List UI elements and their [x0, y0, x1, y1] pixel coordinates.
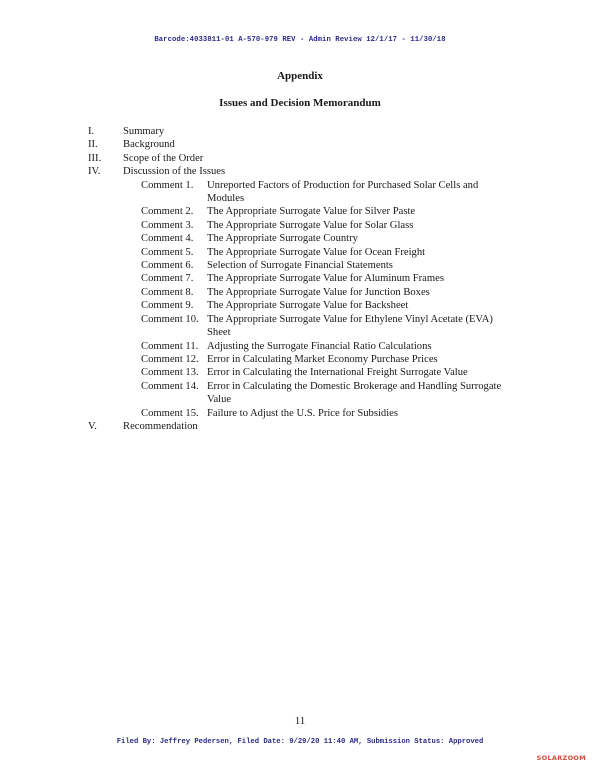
toc-section-number: IV. [88, 166, 101, 178]
toc-section [88, 138, 528, 151]
toc-section-number: II. [88, 139, 98, 151]
toc-section [88, 125, 528, 138]
page-number: 11 [294, 715, 306, 727]
comment-label: Comment 10. [141, 313, 199, 325]
comment-label: Comment 13. [141, 367, 199, 379]
comment-item [141, 219, 528, 232]
page-title: Appendix [277, 70, 323, 82]
page-subtitle: Issues and Decision Memorandum [219, 97, 381, 109]
barcode-header: Barcode:4033811-01 A-570-979 REV - Admin Review 12/1/17 - 11/30/18 [154, 36, 446, 44]
comment-label: Comment 7. [141, 273, 194, 285]
comment-label: Comment 5. [141, 246, 194, 258]
comment-item [141, 340, 528, 353]
comment-item [141, 205, 528, 218]
comment-label: Comment 11. [141, 340, 199, 352]
comment-item [141, 380, 528, 407]
comment-text: The Appropriate Surrogate Value for Ethylene Vinyl Acetate (EVA) Sheet [207, 313, 493, 339]
comment-list [141, 179, 528, 420]
comment-item [141, 272, 528, 285]
comment-label: Comment 14. [141, 380, 199, 392]
toc-section-label: Summary [123, 126, 165, 137]
comment-text: Error in Calculating Market Economy Purchase Prices [207, 353, 438, 365]
toc-section [88, 420, 528, 433]
comment-text: Adjusting the Surrogate Financial Ratio Calculations [207, 340, 432, 352]
comment-text: Error in Calculating the International Freight Surrogate Value [207, 367, 468, 379]
comment-item [141, 353, 528, 366]
comment-label: Comment 15. [141, 407, 199, 419]
toc-section-label: Recommendation [123, 420, 198, 432]
comment-item [141, 313, 528, 340]
toc-section-number: III. [88, 152, 102, 164]
comment-text: The Appropriate Surrogate Value for Ocean Freight [207, 246, 426, 258]
toc-section-label: Background [123, 139, 175, 151]
toc-section [88, 152, 528, 165]
comment-label: Comment 2. [141, 206, 194, 218]
comment-item [141, 259, 528, 272]
comment-text: The Appropriate Surrogate Value for Silver Paste [207, 206, 416, 218]
comment-label: Comment 3. [141, 219, 194, 231]
comment-text: Failure to Adjust the U.S. Price for Subsidies [207, 407, 398, 419]
toc-section-number: V. [88, 420, 97, 432]
comment-item [141, 179, 528, 206]
comment-item [141, 232, 528, 245]
comment-text: The Appropriate Surrogate Country [207, 233, 358, 245]
comment-item [141, 286, 528, 299]
comment-label: Comment 12. [141, 353, 199, 365]
comment-item [141, 366, 528, 379]
watermark-logo: SOLARZOOM [536, 754, 586, 762]
comment-text: The Appropriate Surrogate Value for Junction Boxes [207, 286, 430, 298]
comment-text: The Appropriate Surrogate Value for Backsheet [207, 300, 409, 312]
comment-text: The Appropriate Surrogate Value for Aluminum Frames [207, 273, 444, 285]
comment-label: Comment 4. [141, 233, 194, 245]
comment-label: Comment 1. [141, 179, 194, 191]
filing-footer: Filed By: Jeffrey Pedersen, Filed Date: 9/29/20 11:40 AM, Submission Status: Approved [116, 738, 484, 746]
comment-item [141, 299, 528, 312]
toc-section-label: Scope of the Order [123, 152, 204, 164]
comment-label: Comment 9. [141, 300, 194, 312]
toc-section [88, 165, 528, 178]
toc-section-number: I. [88, 126, 95, 137]
comment-text: The Appropriate Surrogate Value for Solar Glass [207, 219, 414, 231]
comment-text: Unreported Factors of Production for Purchased Solar Cells and Modules [207, 179, 479, 205]
toc-section-label: Discussion of the Issues [123, 166, 226, 178]
comment-label: Comment 6. [141, 260, 194, 272]
comment-item [141, 246, 528, 259]
table-of-contents [88, 125, 528, 433]
comment-label: Comment 8. [141, 286, 194, 298]
comment-text: Error in Calculating the Domestic Brokerage and Handling Surrogate Value [207, 380, 502, 406]
comment-item [141, 407, 528, 420]
comment-text: Selection of Surrogate Financial Statements [207, 260, 393, 272]
